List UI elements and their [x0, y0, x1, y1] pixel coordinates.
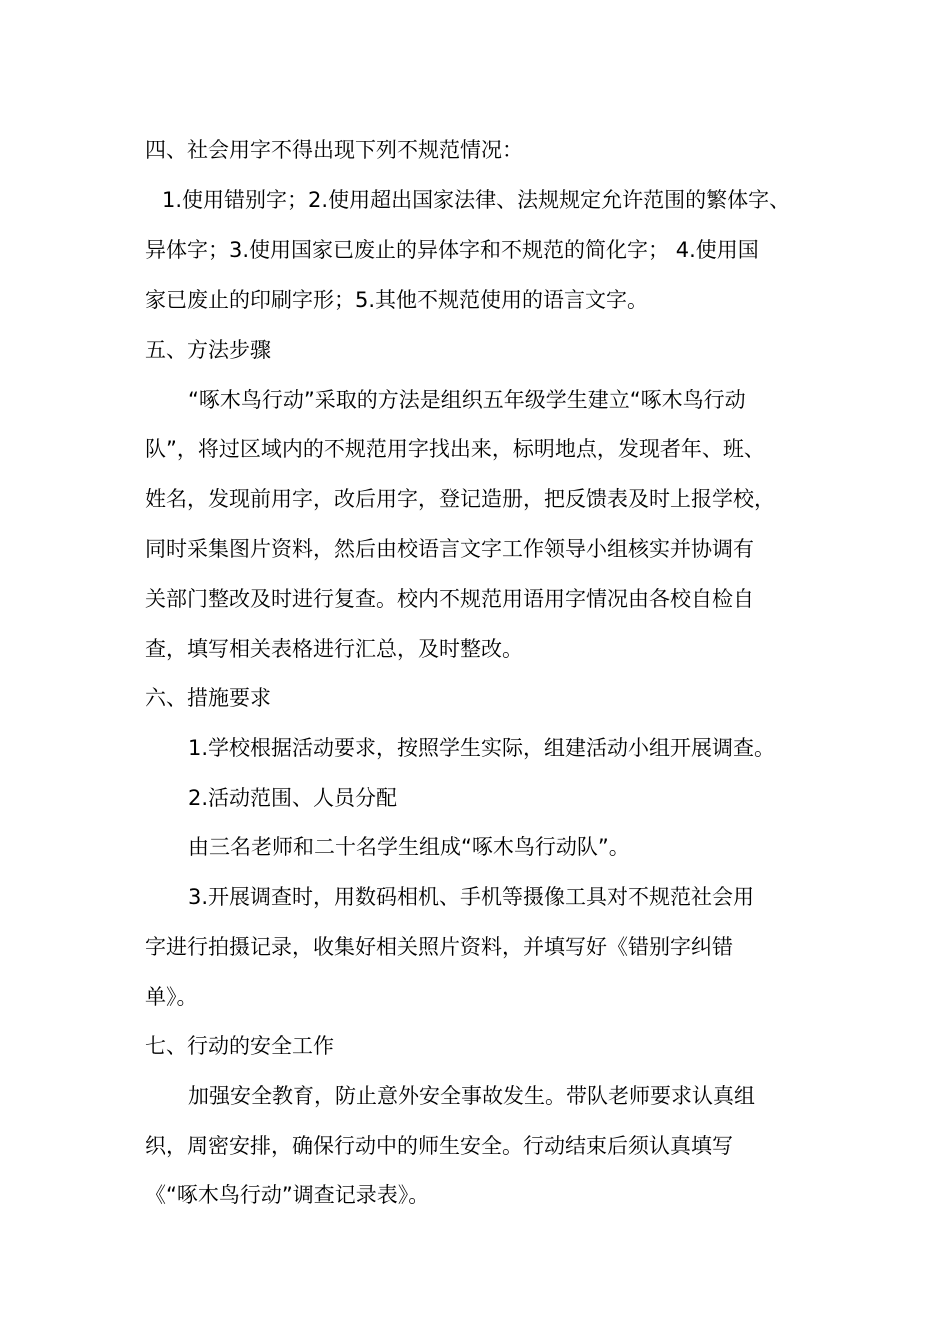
paragraph-line: 同时采集图片资料，然后由校语言文字工作领导小组核实并协调有 — [145, 537, 754, 561]
section-heading-4: 四、社会用字不得出现下列不规范情况： — [145, 138, 523, 162]
paragraph-line: 关部门整改及时进行复查。校内不规范用语用字情况由各校自检自 — [145, 587, 754, 611]
paragraph-line: 1.使用错别字；2.使用超出国家法律、法规规定允许范围的繁体字、 — [162, 188, 791, 212]
paragraph-line: 家已废止的印刷字形；5.其他不规范使用的语言文字。 — [145, 288, 649, 312]
paragraph-line: 3.开展调查时，用数码相机、手机等摄像工具对不规范社会用 — [188, 885, 755, 909]
paragraph-line: 织，周密安排，确保行动中的师生安全。行动结束后须认真填写 — [145, 1134, 733, 1158]
paragraph-line: “啄木鸟行动”采取的方法是组织五年级学生建立“啄木鸟行动 — [188, 388, 746, 412]
paragraph-line: 2.活动范围、人员分配 — [188, 786, 398, 810]
section-heading-7: 七、行动的安全工作 — [145, 1034, 334, 1058]
paragraph-line: 姓名，发现前用字，改后用字，登记造册，把反馈表及时上报学校， — [145, 487, 775, 511]
paragraph-line: 由三名老师和二十名学生组成“啄木鸟行动队”。 — [188, 835, 630, 859]
paragraph-line: 加强安全教育，防止意外安全事故发生。带队老师要求认真组 — [188, 1084, 755, 1108]
paragraph-line: 字进行拍摄记录，收集好相关照片资料，并填写好《错别字纠错 — [145, 935, 733, 959]
paragraph-line: 异体字；3.使用国家已废止的异体字和不规范的简化字； 4.使用国 — [145, 238, 759, 262]
section-heading-5: 五、方法步骤 — [145, 338, 271, 362]
paragraph-line: 1.学校根据活动要求，按照学生实际，组建活动小组开展调查。 — [188, 736, 776, 760]
paragraph-line: 《“啄木鸟行动”调查记录表》。 — [145, 1183, 430, 1207]
paragraph-line: 单》。 — [145, 985, 198, 1009]
paragraph-line: 队”，将过区域内的不规范用字找出来，标明地点，发现者年、班、 — [145, 437, 765, 461]
paragraph-line: 查，填写相关表格进行汇总，及时整改。 — [145, 637, 523, 661]
section-heading-6: 六、措施要求 — [145, 686, 271, 710]
